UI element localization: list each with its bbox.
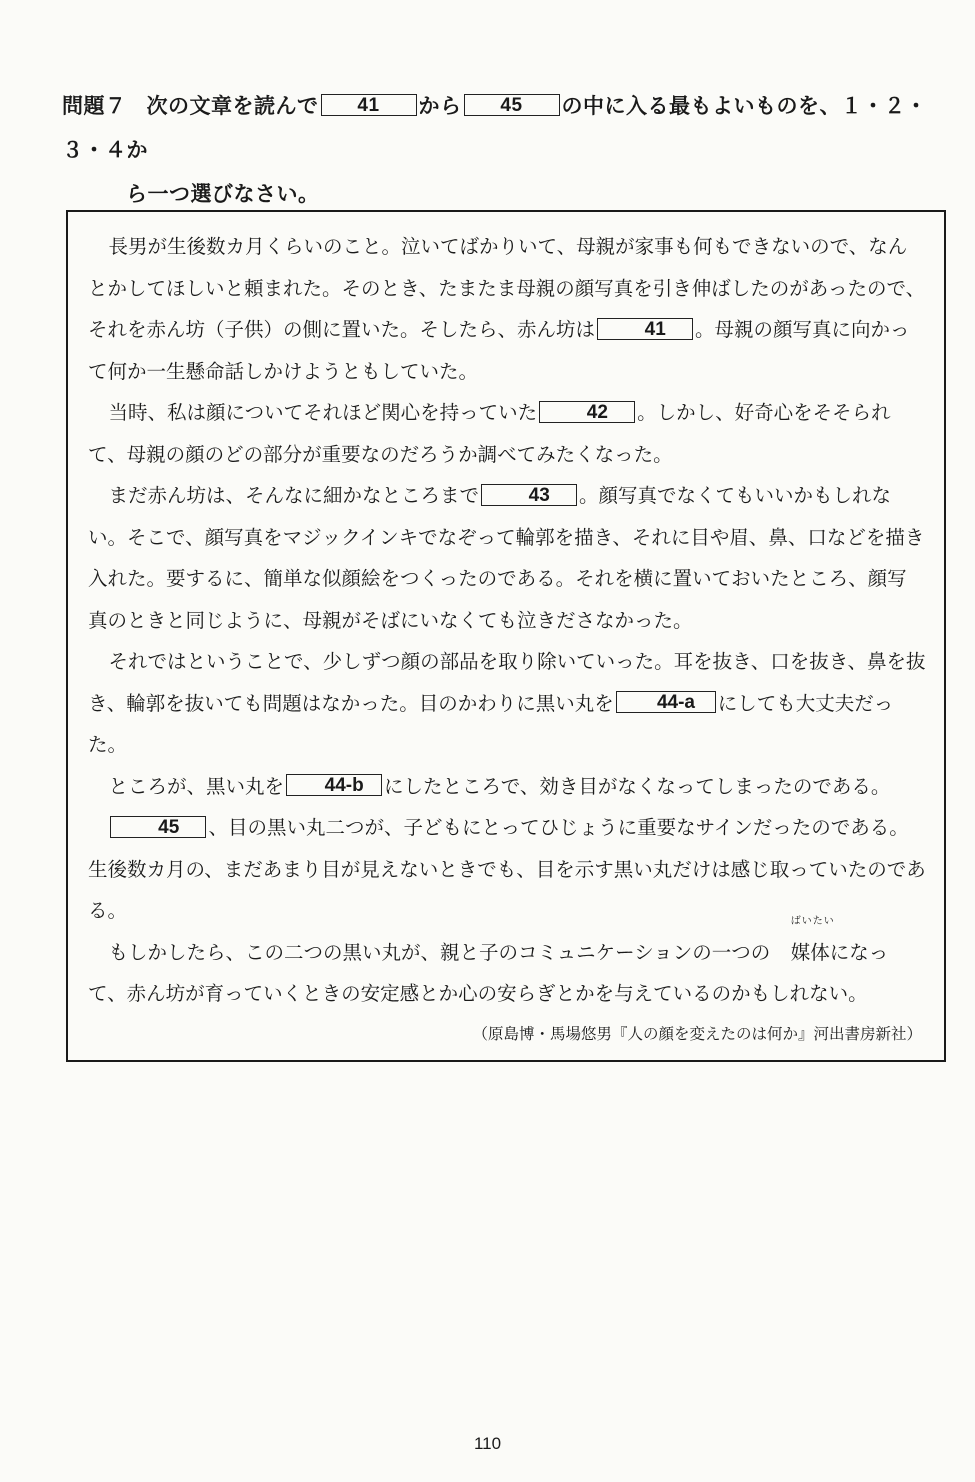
ruby-reading: ばいたい bbox=[790, 915, 835, 927]
paragraph-7-text-a: もしかしたら、この二つの黒い丸が、親と子のコミュニケーションの一つの bbox=[108, 940, 771, 964]
paragraph-5-text-b: にしたところで、効き目がなくなってしまったのである。 bbox=[383, 774, 891, 798]
instruction-line-2: ら一つ選びなさい。 bbox=[126, 182, 320, 206]
blank-41-label: 41 bbox=[321, 94, 417, 116]
blank-44b: 44-b bbox=[286, 774, 382, 796]
reading-passage bbox=[66, 210, 946, 1062]
blank-45-label: 45 bbox=[464, 94, 560, 116]
blank-45: 45 bbox=[110, 816, 206, 838]
instruction-text-2: から bbox=[418, 94, 462, 118]
paragraph-1 bbox=[88, 226, 926, 392]
paragraph-7-text-b: になって、赤ん坊が育っていくときの安定感とか心の安らぎとかを与えているのかもしれない。 bbox=[88, 940, 889, 1005]
paragraph-4 bbox=[88, 641, 926, 766]
paragraph-1-text-b: 。母親の顔写真に向かって何か一生懸命話しかけようともしていた。 bbox=[88, 318, 910, 383]
paragraph-1-text-a: 長男が生後数カ月くらいのこと。泣いてばかりいて、母親が家事も何もできないので、なんとかしてほしいと頼まれた。そのとき、たまたま母親の顔写真を引き伸ばしたのがあったので、それを赤ん坊（子供）の側に置いた。そしたら、赤ん坊は bbox=[88, 235, 926, 341]
paragraph-6-text: 、目の黒い丸二つが、子どもにとってひじょうに重要なサインだったのである。生後数カ月の、まだあまり目が見えないときでも、目を示す黒い丸だけは感じ取っていたのである。 bbox=[88, 816, 926, 922]
paragraph-2-text-a: 当時、私は顔についてそれほど関心を持っていた bbox=[108, 401, 538, 424]
blank-44a: 44-a bbox=[616, 691, 716, 713]
paragraph-5-text-a: ところが、黒い丸を bbox=[108, 774, 284, 798]
paragraph-3-text-a: まだ赤ん坊は、そんなに細かなところまで bbox=[108, 484, 479, 507]
page-number: 110 bbox=[473, 1434, 502, 1453]
blank-41: 41 bbox=[597, 318, 693, 340]
paragraph-3-text-b: 。顔写真でなくてもいいかもしれない。そこで、顔写真をマジックインキでなぞって輪郭を描き、それに目や眉、鼻、口などを描き入れた。要するに、簡単な似顔絵をつくったのである。それを横に置いておいたところ、顔写真のときと同じように、母親がそばにいなくても泣きださなかった。 bbox=[88, 484, 925, 632]
paragraph-4-text-a: それではということで、少しずつ顔の部品を取り除いていった。耳を抜き、口を抜き、鼻を抜き、輪郭を抜いても問題はなかった。目のかわりに黒い丸を bbox=[88, 650, 926, 715]
instruction-text-1: 次の文章を読んで bbox=[146, 94, 319, 118]
instruction-text-3: の中に入る最もよいものを、１・２・３・４か bbox=[62, 94, 927, 162]
question-number: 問題７ bbox=[62, 94, 127, 118]
paragraph-2-text-b: 。しかし、好奇心をそそられて、母親の顔のどの部分が重要なのだろうか調べてみたくなった。 bbox=[88, 401, 891, 466]
paragraph-4-text-b: にしても大丈夫だった。 bbox=[88, 691, 894, 756]
paragraph-6 bbox=[88, 807, 926, 932]
ruby-baitai bbox=[770, 915, 835, 974]
blank-43: 43 bbox=[481, 484, 577, 506]
blank-42: 42 bbox=[539, 401, 635, 423]
ruby-base: 媒体 bbox=[790, 940, 830, 964]
paragraph-2 bbox=[88, 392, 926, 475]
instruction-line-1 bbox=[62, 84, 942, 172]
source-citation: （原島博・馬場悠男『人の顔を変えたのは何か』河出書房新社） bbox=[472, 1024, 922, 1043]
paragraph-3 bbox=[88, 475, 926, 641]
paragraph-5 bbox=[88, 766, 926, 808]
paragraph-7 bbox=[88, 915, 926, 1015]
question-instruction bbox=[62, 84, 942, 216]
